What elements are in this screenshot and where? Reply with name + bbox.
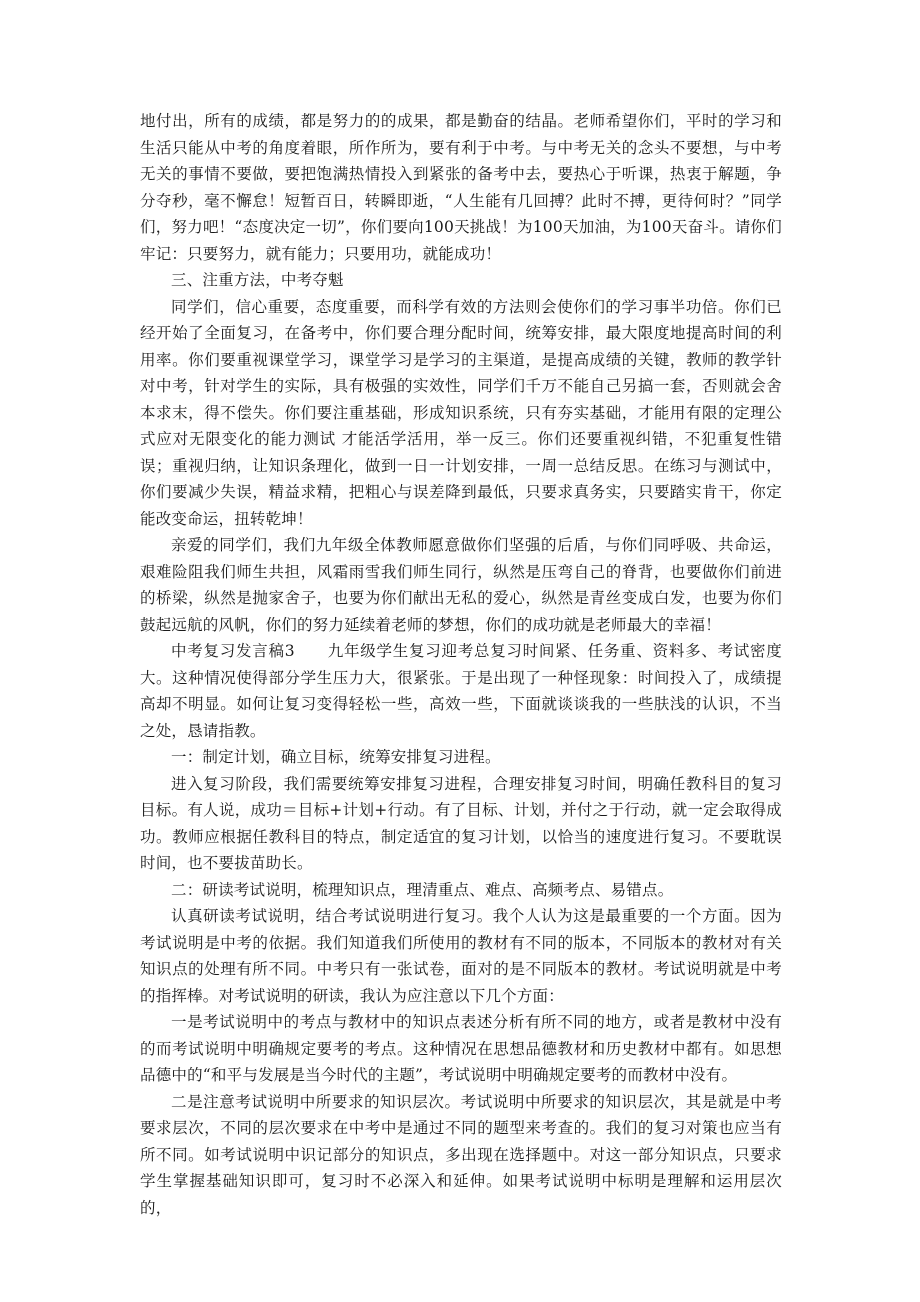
paragraph-point-two: 二是注意考试说明中所要求的知识层次。考试说明中所要求的知识层次，其是就是中考要求层次，不同的层次要求在中考中是通过不同的题型来考查的。我们的复习对策也应当有所不同。如考试说明中识记部分的知识点，多出现在选择题中。对这一部分知识点，只要求学生掌握基础知识即可，复习时不必深入和延伸。如果考试说明中标明是理解和运用层次的，	[140, 1092, 782, 1217]
paragraph-point-one: 一是考试说明中的考点与教材中的知识点表述分析有所不同的地方，或者是教材中没有的而考试说明中明确规定要考的考点。这种情况在思想品德教材和历史教材中都有。如思想品德中的“和平与发展是当今时代的主题”，考试说明中明确规定要考的而教材中没有。	[140, 1013, 782, 1084]
paragraph-plan: 进入复习阶段，我们需要统筹安排复习进程，合理安排复习时间，明确任教科目的复习目标。有人说，成功＝目标+计划+行动。有了目标、计划，并付之于行动，就一定会取得成功。教师应根据任教科目的特点，制定适宜的复习计划，以恰当的速度进行复习。不要耽误时间，也不要拔苗助长。	[140, 774, 782, 872]
section-heading-methods: 三、注重方法，中考夺魁	[171, 271, 344, 289]
section-heading-exam-guide: 二：研读考试说明，梳理知识点，理清重点、难点、高频考点、易错点。	[171, 880, 674, 899]
section-heading-plan: 一：制定计划，确立目标，统筹安排复习进程。	[171, 748, 501, 766]
paragraph-continuation: 地付出，所有的成绩，都是努力的的成果，都是勤奋的结晶。老师希望你们，平时的学习和生活只能从中考的角度着眼，所作所为，要有利于中考。与中考无关的念头不要想，与中考无关的事情不要做，要把饱满热情投入到紧张的备考中去，要热心于听课，热衷于解题，争分夺秒，毫不懈怠！短暂百日，转瞬即逝，“人生能有几回搏？此时不搏，更待何时？”同学们，努力吧！“态度决定一切”，你们要向100天挑战！为100天加油，为100天奋斗。请你们牢记：只要努力，就有能力；只要用功，就能成功！	[140, 112, 782, 263]
paragraph-methods: 同学们，信心重要，态度重要，而科学有效的方法则会使你们的学习事半功倍。你们已经开始了全面复习，在备考中，你们要合理分配时间，统筹安排，最大限度地提高时间的利用率。你们要重视课堂学习，课堂学习是学习的主渠道，是提高成绩的关键，教师的教学针对中考，针对学生的实际，具有极强的实效性，同学们千万不能自己另搞一套，否则就会舍本求末，得不偿失。你们要注重基础，形成知识系统，只有夯实基础，才能用有限的定理公式应对无限变化的能力测试 才能活学活用，举一反三。你们还要重视纠错，不犯重复性错误；重视归纳，让知识条理化，做到一日一计划安排，一周一总结反思。在练习与测试中，你们要减少失误，精益求精，把粗心与误差降到最低，只要求真务实，只要踏实肯干，你定能改变命运，扭转乾坤！	[140, 297, 782, 528]
paragraph-teachers-support: 亲爱的同学们，我们九年级全体教师愿意做你们坚强的后盾，与你们同呼吸、共命运，艰难险阻我们师生共担，风霜雨雪我们师生同行，纵然是压弯自己的脊背，也要做你们前进的桥梁，纵然是抛家舍子，也要为你们献出无私的爱心，纵然是青丝变成白发，也要为你们鼓起远航的风帆，你们的努力延续着老师的梦想，你们的成功就是老师最大的幸福！	[140, 536, 782, 634]
paragraph-speech-3-intro: 中考复习发言稿3 九年级学生复习迎考总复习时间紧、任务重、资料多、考试密度大。这种情况使得部分学生压力大，很紧张。于是出现了一种怪现象：时间投入了，成绩提高却不明显。如何让复习变得轻松一些，高效一些，下面就谈谈我的一些肤浅的认识，不当之处，恳请指教。	[140, 642, 782, 740]
document-body	[140, 108, 782, 1221]
paragraph-exam-guide: 认真研读考试说明，结合考试说明进行复习。我个人认为这是最重要的一个方面。因为考试说明是中考的依据。我们知道我们所使用的教材有不同的版本，不同版本的教材对有关知识点的处理有所不同。中考只有一张试卷，面对的是不同版本的教材。考试说明就是中考的指挥棒。对考试说明的研读，我认为应注意以下几个方面：	[140, 907, 782, 1005]
